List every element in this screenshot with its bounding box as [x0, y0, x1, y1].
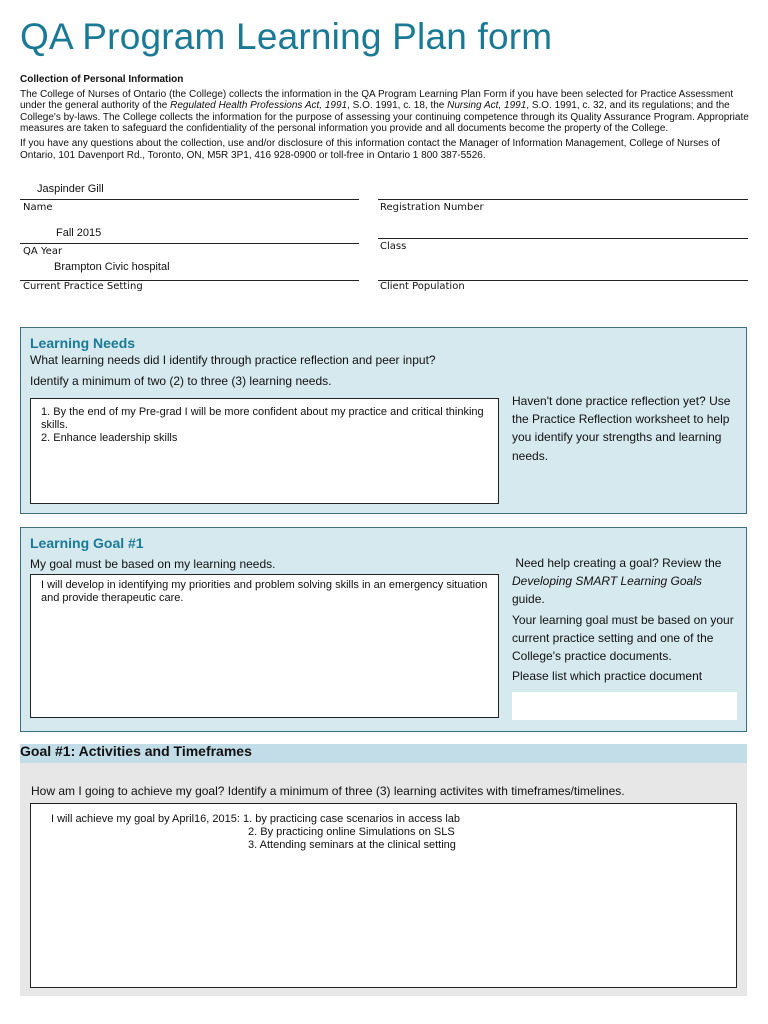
activities-title: Goal #1: Activities and Timeframes: [20, 743, 252, 759]
learning-needs-instruction: Identify a minimum of two (2) to three (3) learning needs.: [30, 374, 332, 388]
field-underline: [20, 199, 359, 200]
client-population-label: Client Population: [380, 281, 465, 292]
act-name: Regulated Health Professions Act, 1991: [170, 100, 348, 112]
name-label: Name: [23, 202, 53, 213]
learning-goal-instruction: My goal must be based on my learning needs.: [30, 557, 276, 571]
privacy-paragraph-2: If you have any questions about the collection, use and/or disclosure of this information contact the Manager of Information Management, College of Nurses of Ontario, 101 Davenport Rd., Toronto, ON, M5R 3P1, 416 928-0900 or toll-free in Ontario 1 800 387-5526.: [20, 137, 720, 161]
field-underline: [378, 199, 748, 200]
activities-input[interactable]: [30, 803, 737, 988]
learning-needs-input[interactable]: 1. By the end of my Pre-grad I will be more confident about my practice and critical thinking skills. 2. Enhance leadership skills: [30, 398, 499, 504]
learning-needs-question: What learning needs did I identify through practice reflection and peer input?: [30, 353, 436, 367]
practice-document-input[interactable]: [512, 692, 737, 720]
privacy-text: The College of Nurses of Ontario (the College) collects the information in the QA Program Learning Plan Form if you have been selected for Practice Assessment under the general authority of the: [20, 88, 734, 112]
qa-year-label: QA Year: [23, 246, 63, 257]
name-value: Jaspinder Gill: [37, 183, 104, 195]
learning-goal-title: Learning Goal #1: [30, 535, 144, 551]
learning-goal-help: [512, 554, 746, 685]
page-title: QA Program Learning Plan form: [20, 16, 553, 57]
learning-needs-help: Haven't done practice reflection yet? Use the Practice Reflection worksheet to help you identify your strengths and learning needs.: [512, 394, 731, 463]
class-label: Class: [380, 241, 407, 252]
field-underline: [378, 238, 748, 239]
privacy-paragraph-1: [20, 89, 750, 135]
activity-line: 2. By practicing online Simulations on SLS: [248, 826, 455, 838]
privacy-text: , S.O. 1991, c. 32, and its regulations; and the College's by-laws. The College collects the information for the purpose of assessing your continuing competence through its Quality Assurance Program. Appropriate measures are taken to safeguard the confidentiality of the personal information you provide and all documents become the property of the College.: [20, 100, 749, 135]
goal-help-line: Need help creating a goal? Review the: [512, 556, 722, 570]
smart-goals-guide-title: Developing SMART Learning Goals: [512, 574, 702, 589]
activity-line: I will achieve my goal by April16, 2015: 1. by practicing case scenarios in access lab: [51, 813, 461, 825]
activities-prompt: How am I going to achieve my goal? Identify a minimum of three (3) learning activites with timeframes/timelines.: [31, 784, 625, 798]
registration-number-label: Registration Number: [380, 202, 484, 213]
privacy-heading: Collection of Personal Information: [20, 74, 184, 85]
act-name: Nursing Act, 1991: [447, 100, 527, 112]
learning-needs-panel: [20, 327, 747, 514]
activities-section-header: [20, 744, 747, 763]
privacy-text: , S.O. 1991, c. 18, the: [347, 100, 448, 112]
current-practice-setting-value: Brampton Civic hospital: [54, 261, 170, 273]
goal-help-line: guide.: [512, 592, 545, 607]
learning-goal-panel: [20, 527, 747, 732]
practice-document-prompt: Please list which practice document: [512, 669, 703, 684]
current-practice-setting-label: Current Practice Setting: [23, 281, 143, 292]
qa-year-value: Fall 2015: [56, 227, 102, 239]
activities-section: [20, 763, 747, 996]
field-underline: [20, 243, 359, 244]
learning-needs-title: Learning Needs: [30, 335, 136, 351]
goal-help-line: Your learning goal must be based on your current practice setting and one of the College's practice documents.: [512, 612, 734, 664]
privacy-notice: [20, 74, 750, 164]
learning-goal-input[interactable]: I will develop in identifying my priorities and problem solving skills in an emergency situation and provide therapeutic care.: [30, 574, 499, 718]
activity-line: 3. Attending seminars at the clinical setting: [248, 839, 456, 851]
